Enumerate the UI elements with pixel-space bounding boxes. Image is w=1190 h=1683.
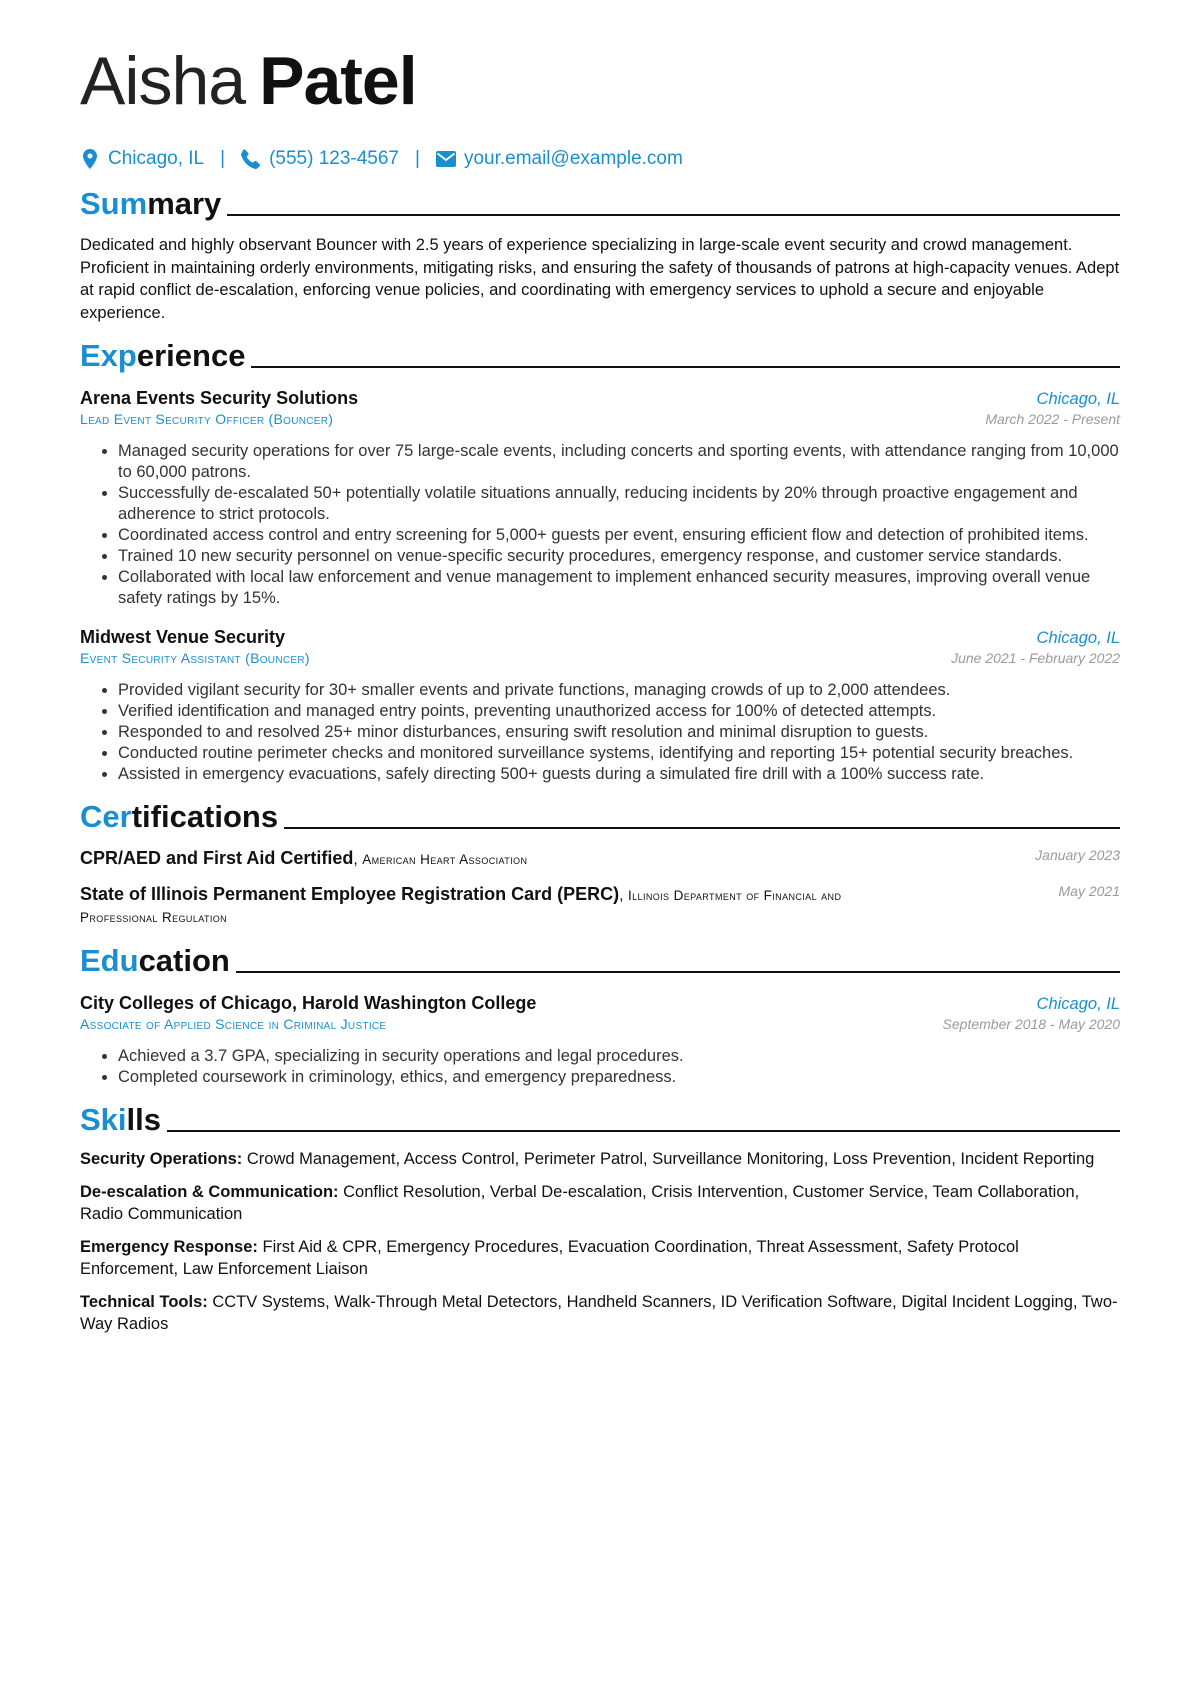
employer-name: Midwest Venue Security (80, 627, 286, 647)
skill-group (80, 1291, 1120, 1336)
section-rule (284, 827, 1120, 829)
summary-text: Dedicated and highly observant Bouncer with 2.5 years of experience specializing in large-scale event security and crowd management. Proficient in maintaining orderly environments, mitigating risks, and ensuring the safety of thousands of patrons at high-capacity venues. Adept at rapid conflict de-escalation, enforcing venue policies, and coordinating with emergency services to uphold a secure and enjoyable experience. (80, 236, 1120, 322)
education-bullets (80, 1046, 1120, 1088)
certification-item: State of Illinois Permanent Employee Registration Card (PERC), Illinois Department of Financial and Professional Regulation May 2021 (80, 883, 1120, 929)
section-title: Summary (80, 186, 222, 221)
bullet-item: • Provided vigilant security for 30+ smaller events and private functions, managing crowds of up to 2,000 attendees. (118, 680, 1120, 701)
bullet-item: • Successfully de-escalated 50+ potentially volatile situations annually, reducing incidents by 20% through proactive engagement and adherence to strict protocols. (118, 483, 1120, 525)
skill-list: First Aid & CPR, Emergency Procedures, Evacuation Coordination, Threat Assessment, Safety Protocol Enforcement, Law Enforcement Liaison (80, 1237, 1019, 1278)
skill-category: Technical Tools: (80, 1292, 208, 1311)
contact-separator: | (220, 148, 226, 169)
last-name: Patel (259, 43, 417, 119)
section-rule (236, 971, 1120, 973)
section-heading-summary (80, 186, 1120, 222)
section-heading-skills (80, 1102, 1120, 1138)
degree-name: Associate of Applied Science in Criminal Justice (80, 1016, 387, 1032)
section-title: Experience (80, 338, 246, 373)
section-heading-education (80, 943, 1120, 979)
skill-category: Security Operations: (80, 1150, 243, 1168)
bullet-item: • Responded to and resolved 25+ minor disturbances, ensuring swift resolution and minimal disruption to guests. (118, 722, 1120, 743)
phone-text: (555) 123-4567 (269, 148, 399, 169)
bullet-item: • Coordinated access control and entry screening for 5,000+ guests per event, ensuring efficient flow and detection of prohibited items. (118, 525, 1120, 546)
bullet-item: • Completed coursework in criminology, ethics, and emergency preparedness. (118, 1067, 1120, 1088)
bullet-item: • Collaborated with local law enforcement and venue management to implement enhanced security measures, improving overall venue safety ratings by 15%. (118, 567, 1120, 609)
email-link[interactable]: your.email@example.com (463, 148, 683, 169)
skill-group (80, 1236, 1120, 1281)
bullet-item: • Trained 10 new security personnel on venue-specific security procedures, emergency response, and customer service standards. (118, 546, 1120, 567)
candidate-name (80, 38, 1120, 124)
skill-category: Emergency Response: (80, 1237, 258, 1256)
contact-line (80, 146, 1120, 172)
experience-entry (80, 388, 1120, 609)
certification-name: CPR/AED and First Aid Certified (80, 848, 354, 868)
job-title: Event Security Assistant (Bouncer) (80, 650, 310, 666)
certification-issuer: Illinois Department of Financial and Professional Regulation (80, 888, 842, 925)
section-title: Skills (80, 1102, 161, 1137)
bullet-item: • Achieved a 3.7 GPA, specializing in security operations and legal procedures. (118, 1046, 1120, 1067)
envelope-icon (436, 148, 456, 170)
section-rule (167, 1130, 1120, 1132)
experience-entry (80, 627, 1120, 785)
job-title: Lead Event Security Officer (Bouncer) (80, 411, 334, 427)
certification-item: CPR/AED and First Aid Certified, American Heart Association January 2023 (80, 847, 1120, 871)
job-bullets (80, 680, 1120, 785)
skill-category: De-escalation & Communication: (80, 1182, 339, 1201)
certification-date: May 2021 (1058, 883, 1120, 899)
school-name: City Colleges of Chicago, Harold Washington College (80, 993, 537, 1013)
skill-group (80, 1181, 1120, 1226)
education-entry (80, 993, 1120, 1088)
map-pin-icon (80, 148, 100, 170)
section-rule (251, 366, 1120, 368)
section-title: Certifications (80, 799, 279, 834)
bullet-item: • Managed security operations for over 75 large-scale events, including concerts and sporting events, with attendance ranging from 10,000 to 60,000 patrons. (118, 441, 1120, 483)
location-text: Chicago, IL (108, 148, 205, 169)
skill-list: Crowd Management, Access Control, Perimeter Patrol, Surveillance Monitoring, Loss Prevention, Incident Reporting (246, 1150, 1095, 1168)
section-title: Education (80, 943, 230, 978)
job-dates: March 2022 - Present (985, 411, 1120, 427)
employer-name: Arena Events Security Solutions (80, 388, 359, 408)
certification-name: State of Illinois Permanent Employee Registration Card (PERC) (80, 884, 620, 904)
job-bullets (80, 441, 1120, 609)
job-location: Chicago, IL (1036, 390, 1120, 408)
skill-list: CCTV Systems, Walk-Through Metal Detectors, Handheld Scanners, ID Verification Software, Digital Incident Logging, Two-Way Radios (80, 1292, 1118, 1333)
contact-separator: | (415, 148, 420, 169)
job-dates: June 2021 - February 2022 (951, 650, 1120, 666)
first-name: Aisha (80, 43, 246, 119)
school-location: Chicago, IL (1036, 995, 1120, 1013)
bullet-item: • Assisted in emergency evacuations, safely directing 500+ guests during a simulated fire drill with a 100% success rate. (118, 764, 1120, 785)
section-rule (227, 214, 1120, 216)
skill-list: Conflict Resolution, Verbal De-escalation, Crisis Intervention, Customer Service, Team Collaboration, Radio Communication (80, 1182, 1080, 1223)
education-dates: September 2018 - May 2020 (942, 1016, 1120, 1032)
phone-icon (241, 148, 261, 170)
section-heading-experience (80, 338, 1120, 374)
job-location: Chicago, IL (1036, 629, 1120, 647)
certification-date: January 2023 (1035, 847, 1120, 863)
bullet-item: • Conducted routine perimeter checks and monitored surveillance systems, identifying and reporting 15+ potential security breaches. (118, 743, 1120, 764)
bullet-item: • Verified identification and managed entry points, preventing unauthorized access for 100% of detected attempts. (118, 701, 1120, 722)
skill-group (80, 1148, 1120, 1171)
certification-issuer: American Heart Association (362, 852, 528, 867)
section-heading-certifications (80, 799, 1120, 835)
